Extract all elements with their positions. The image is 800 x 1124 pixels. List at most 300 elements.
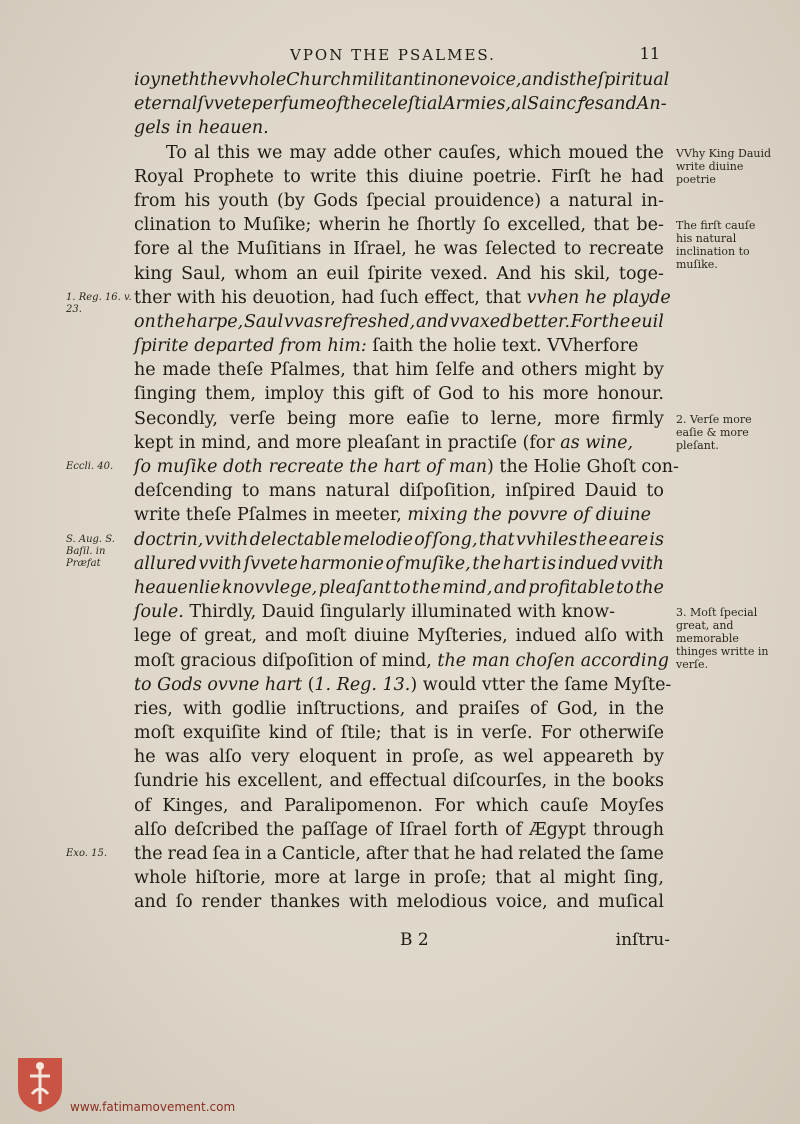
word: he (454, 844, 476, 864)
text-line (134, 528, 664, 552)
word: ſvvete (243, 553, 298, 574)
word: (by (277, 190, 305, 211)
word: excellent, (237, 771, 324, 792)
word: more (554, 408, 600, 429)
word: delectable (249, 529, 342, 550)
word: wel (502, 747, 534, 768)
word: Saul (243, 311, 284, 332)
text-line (134, 890, 664, 914)
left-margin-note: S. Aug. S. Baſil. in Præfat (66, 533, 115, 569)
word: allured (134, 553, 197, 574)
text-line (134, 92, 667, 116)
word: the (569, 70, 598, 90)
text-line (134, 479, 664, 503)
word: whom (234, 263, 288, 284)
word: is (433, 723, 449, 744)
word: and (415, 311, 449, 332)
word: effectual (368, 771, 447, 792)
catchline (400, 930, 670, 954)
text-line (134, 382, 664, 406)
word: imploy (264, 384, 324, 405)
word: adde (333, 142, 377, 163)
word: in (420, 70, 438, 90)
word: paſſage (301, 819, 369, 840)
word: books (612, 771, 664, 792)
word: and (603, 94, 637, 115)
word: the (578, 529, 608, 550)
word: verſe (229, 408, 276, 429)
word: of (134, 795, 152, 816)
word: the (635, 142, 664, 163)
word: toge- (618, 263, 664, 284)
word: firmly (611, 408, 664, 429)
word: ſelfe (435, 360, 475, 381)
word: the (199, 70, 229, 90)
body-text (134, 68, 679, 915)
word: is (541, 553, 557, 574)
word: a (549, 190, 560, 211)
word: natural (325, 481, 390, 502)
word: in (328, 239, 346, 260)
word: deſcribed (174, 819, 259, 840)
word: Saul, (181, 263, 226, 284)
word: moſt (305, 626, 347, 647)
word: God, (556, 698, 599, 719)
word: lerne, (490, 408, 543, 429)
word: in- (641, 190, 664, 211)
word: by (642, 747, 664, 768)
word: harmonie (299, 553, 384, 574)
word: Paralipomenon. (284, 795, 423, 816)
word: to (393, 577, 411, 598)
word: natural (568, 190, 633, 211)
word: Armies, (442, 94, 512, 115)
word: refreshed, (323, 311, 416, 332)
word: had (480, 844, 514, 864)
word: vvith (204, 529, 249, 550)
word: great, (204, 626, 258, 647)
word: and (481, 360, 515, 381)
text-line (134, 649, 669, 673)
word: doctrin, (134, 529, 204, 550)
text-line (134, 697, 664, 721)
text-line (134, 358, 664, 382)
word: Gods (313, 190, 359, 211)
word: of (529, 698, 547, 719)
word: celeſtial (371, 94, 443, 115)
word: verſe. (481, 723, 533, 744)
word: appeareth (542, 747, 634, 768)
italic-span: as wine, (560, 432, 634, 453)
text-line (134, 237, 664, 261)
word: euil (326, 263, 360, 284)
word: the (343, 94, 372, 115)
word: he (387, 215, 410, 236)
fatima-movement-logo (14, 1054, 66, 1114)
italic-span: the man choſen according (437, 650, 669, 671)
word: otherwiſe (578, 723, 664, 744)
word: Pſalmes, (270, 360, 346, 381)
word: of (505, 819, 523, 840)
word: profitable (528, 577, 615, 598)
word: he (414, 239, 436, 260)
roman-span: ther with his deuotion, had ſuch effect, that (134, 287, 527, 308)
word: youth (218, 190, 269, 211)
word: and (329, 771, 363, 792)
text-line (134, 769, 664, 793)
word: to (461, 408, 479, 429)
word: kind (268, 723, 308, 744)
text-line: gels in heauen. (134, 118, 269, 139)
italic-span: mixing the povvre of diuine (407, 505, 652, 526)
word: ſame (620, 844, 664, 864)
word: him (395, 360, 429, 381)
word: eloquent (298, 747, 377, 768)
page-number: 11 (639, 44, 660, 63)
word: made (162, 360, 211, 381)
word: and (264, 626, 298, 647)
word: diuine (354, 626, 410, 647)
word: and (415, 698, 449, 719)
word: muſike, (404, 553, 471, 574)
word: the (134, 844, 163, 864)
word: Myſteries, (417, 626, 508, 647)
word: in (385, 747, 403, 768)
word: that (478, 529, 515, 550)
word: this (217, 142, 250, 163)
text-line (134, 745, 664, 769)
word: wherin (318, 215, 381, 236)
word: moſt (134, 723, 175, 744)
word: honour. (597, 384, 664, 405)
word: diſpoſition, (398, 481, 497, 502)
word: diſcourſes, (452, 771, 548, 792)
word: For (434, 795, 465, 816)
left-margin-note: Exo. 15. (66, 848, 108, 860)
word: voice, (469, 70, 522, 90)
word: render (201, 892, 262, 913)
word: king (134, 263, 173, 284)
word: eternal (134, 94, 198, 115)
word: lege (134, 626, 172, 647)
website-url: www.fatimamovement.com (70, 1100, 236, 1114)
word: this (332, 384, 366, 405)
word: the (635, 577, 664, 598)
catchword: inſtru- (615, 930, 670, 950)
word: al (177, 239, 194, 260)
word: vvhiles (515, 529, 578, 550)
word: and (239, 795, 273, 816)
word: fore (134, 239, 170, 260)
word: very (251, 747, 290, 768)
word: in (408, 868, 426, 889)
word: with (625, 626, 664, 647)
roman-span: write theſe Pſalmes in meeter, (134, 505, 408, 526)
word: of (179, 626, 197, 647)
word: Kinges, (162, 795, 229, 816)
word: theſe (217, 360, 264, 381)
word: ſundrie (134, 771, 199, 792)
word: his (539, 263, 566, 284)
text-line (134, 431, 664, 455)
word: praiſes (458, 698, 520, 719)
word: is (554, 70, 569, 90)
word: more (542, 384, 589, 405)
text-line (134, 600, 664, 624)
word: that (352, 360, 389, 381)
word: ſing, (623, 868, 664, 889)
running-title: VPON THE PSALMES. (290, 46, 496, 64)
word: recreate (588, 239, 664, 260)
word: and (134, 892, 167, 913)
roman-span: ) the Holie Ghoſt con- (487, 457, 679, 477)
text-line (134, 407, 664, 431)
right-margin-note: 3. Moſt ſpecial great, and memorable thinges writte in verſe. (676, 606, 769, 672)
italic-span: ſpirite departed from him: (134, 336, 367, 357)
word: as (473, 747, 494, 768)
word: hart (502, 553, 540, 574)
word: Ægypt (529, 819, 586, 840)
word: by (642, 360, 664, 381)
word: skil, (574, 263, 611, 284)
word: And (496, 263, 532, 284)
word: Iſrael (399, 819, 448, 840)
word: vexed. (430, 263, 488, 284)
word: An- (636, 94, 667, 115)
word: related (518, 844, 582, 864)
word: alſo (584, 626, 618, 647)
word: pleaſant (318, 577, 392, 598)
word: the (635, 698, 664, 719)
word: at (328, 868, 346, 889)
word: Secondly, (134, 408, 218, 429)
word: vvith (198, 553, 243, 574)
word: eaſie (406, 408, 450, 429)
word: heauenlie (134, 577, 221, 598)
word: harpe, (185, 311, 244, 332)
word: the (472, 553, 502, 574)
text-line (134, 262, 664, 286)
word: in (244, 844, 262, 864)
word: poetrie. (472, 166, 542, 187)
word: cauſes, (438, 142, 502, 163)
word: thankes (270, 892, 341, 913)
italic-span: 1. Reg. 13. (314, 674, 411, 695)
word: muſical (598, 892, 664, 913)
word: the (200, 239, 230, 260)
word: he (134, 360, 156, 381)
word: his (184, 190, 211, 211)
word: Firſt (551, 166, 591, 187)
word: ſpiritual (597, 70, 670, 90)
text-line (134, 552, 664, 576)
word: and (521, 70, 555, 90)
word: was (443, 239, 478, 260)
word: vvas (283, 311, 324, 332)
text-line (134, 189, 664, 213)
word: ſhortly (416, 215, 476, 236)
left-margin-note: Eccli. 40. (66, 461, 114, 473)
word: voice, (495, 892, 548, 913)
word: excelled, (507, 215, 587, 236)
roman-span: moſt gracious diſpoſition of mind, (134, 650, 438, 671)
word: ſong, (432, 529, 478, 550)
word: others (521, 360, 578, 381)
text-line (134, 141, 664, 165)
text-line (134, 213, 664, 237)
word: knovvlege, (221, 577, 318, 598)
word: his (508, 384, 535, 405)
word: vvaxed (449, 311, 512, 332)
word: and (493, 577, 527, 598)
word: proſe; (433, 868, 487, 889)
left-margin-note: 1. Reg. 16. v. 23. (66, 291, 132, 315)
word: after (365, 844, 409, 864)
roman-span: Thirdly, Dauid ſingularly illuminated with know- (183, 602, 615, 623)
word: Dauid (584, 481, 638, 502)
word: moued (568, 142, 629, 163)
word: and (556, 892, 590, 913)
word: vvhole (228, 70, 287, 90)
word: ſpirite (367, 263, 423, 284)
word: the (156, 311, 186, 332)
word: Saincꝭes (527, 94, 604, 115)
word: to (563, 239, 582, 260)
text-line (134, 576, 664, 600)
word: was (164, 747, 200, 768)
word: Prophete (192, 166, 274, 187)
word: ſinging (134, 384, 197, 405)
word: perfume (251, 94, 327, 115)
word: exquiſite (182, 723, 261, 744)
word: of (375, 819, 393, 840)
word: Royal (134, 166, 184, 187)
word: clination (134, 215, 212, 236)
text-line (134, 866, 664, 890)
word: may (289, 142, 327, 163)
roman-span: ( (302, 674, 315, 695)
word: ſo (483, 215, 501, 236)
word: To (166, 142, 187, 163)
word: eare (608, 529, 649, 550)
word: through (593, 819, 664, 840)
word: prouidence) (434, 190, 542, 211)
word: deſcending (134, 481, 233, 502)
word: with (348, 892, 388, 913)
word: in (456, 723, 474, 744)
text-line (134, 794, 664, 818)
word: other (383, 142, 432, 163)
word: be- (636, 215, 664, 236)
word: a (266, 844, 278, 864)
word: to (283, 166, 301, 187)
word: ries, (134, 698, 173, 719)
text-line (134, 68, 670, 92)
word: Muſike; (243, 215, 312, 236)
word: to (482, 384, 500, 405)
word: God (438, 384, 474, 405)
word: vvith (620, 553, 664, 574)
right-margin-note: The firſt cauſe his natural inclination to muſike. (676, 219, 756, 272)
word: ſvvete (197, 94, 252, 115)
word: inſtructions, (296, 698, 406, 719)
word: mans (268, 481, 317, 502)
word: with (182, 698, 222, 719)
word: write (310, 166, 357, 187)
word: from (134, 190, 176, 211)
word: the (265, 819, 295, 840)
word: Canticle, (281, 844, 361, 864)
word: the (577, 771, 606, 792)
word: he (134, 747, 156, 768)
word: this (365, 166, 399, 187)
roman-span: ſaith the holie text. VVherfore (366, 336, 639, 357)
word: Moyſes (599, 795, 664, 816)
word: Iſrael, (353, 239, 407, 260)
word: on (134, 311, 156, 332)
italic-span: to Gods ovvne hart (134, 674, 302, 695)
word: the (586, 844, 616, 864)
word: ſea (212, 844, 241, 864)
word: in (553, 771, 571, 792)
text-line (134, 310, 664, 334)
signature-mark: B 2 (400, 930, 429, 950)
word: melodious (396, 892, 488, 913)
word: his (204, 771, 231, 792)
word: that (593, 215, 630, 236)
italic-span: ſo muſike doth recreate the hart of man (134, 457, 488, 477)
word: hiſtorie, (195, 868, 266, 889)
word: al (511, 94, 528, 115)
word: ſpecial (366, 190, 426, 211)
text-line (134, 673, 672, 697)
word: indued (557, 553, 619, 574)
text-line (134, 455, 679, 479)
word: is (649, 529, 664, 550)
right-margin-note: 2. Verſe more eaſie & more pleſant. (676, 412, 752, 452)
word: militant (351, 70, 421, 90)
word: euil (631, 311, 664, 332)
text-line (134, 286, 671, 310)
word: whole (134, 868, 187, 889)
word: that (413, 844, 450, 864)
word: more (348, 408, 395, 429)
word: of (414, 529, 432, 550)
word: an (296, 263, 318, 284)
word: diuine (408, 166, 464, 187)
right-margin-note: VVhy King Dauid write diuine poetrie (676, 146, 772, 186)
text-line (134, 165, 664, 189)
word: to (218, 215, 236, 236)
word: of (326, 94, 344, 115)
word: godlie (231, 698, 287, 719)
word: of (315, 723, 333, 744)
word: al (539, 868, 556, 889)
word: the (412, 577, 441, 598)
word: to (616, 577, 634, 598)
text-line (134, 334, 664, 358)
word: alſo (208, 747, 242, 768)
word: we (256, 142, 283, 163)
word: ſo (175, 892, 193, 913)
word: ſelected (485, 239, 557, 260)
word: proſe, (412, 747, 465, 768)
word: had (631, 166, 664, 187)
word: more (274, 868, 321, 889)
word: might (584, 360, 637, 381)
word: For (570, 311, 601, 332)
word: Muſitians (236, 239, 322, 260)
